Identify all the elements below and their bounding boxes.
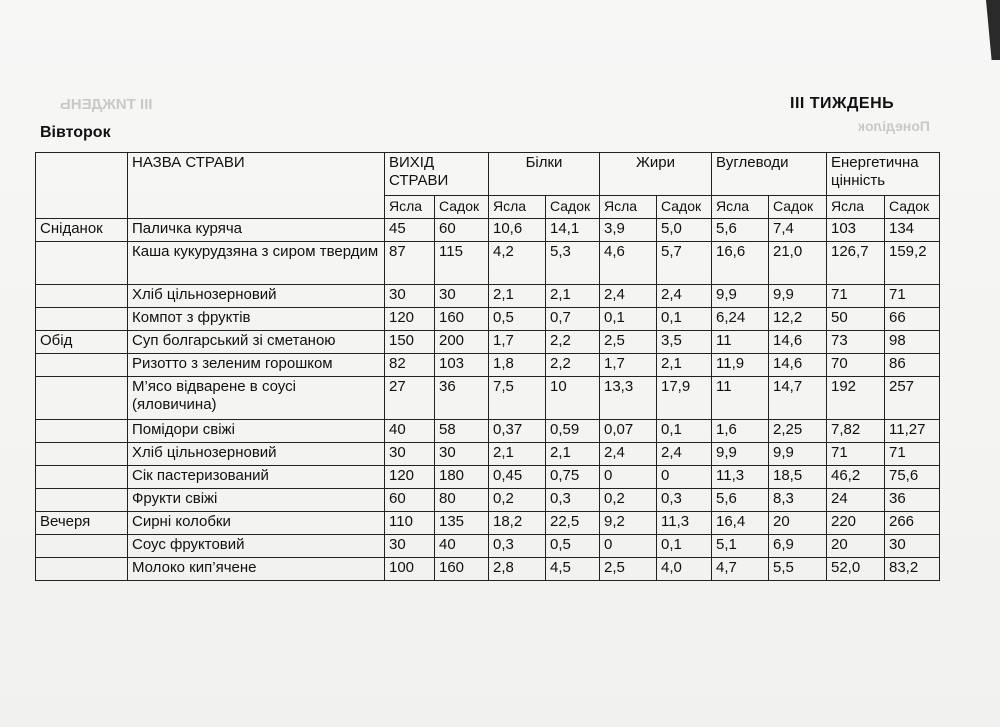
value-cell: 60 bbox=[435, 219, 489, 242]
value-cell: 22,5 bbox=[546, 512, 600, 535]
dish-cell: Каша кукурудзяна з сиром твердим bbox=[128, 242, 385, 285]
value-cell: 0 bbox=[600, 535, 657, 558]
value-cell: 7,4 bbox=[769, 219, 827, 242]
value-cell: 2,5 bbox=[600, 558, 657, 581]
value-cell: 14,7 bbox=[769, 377, 827, 420]
value-cell: 2,2 bbox=[546, 331, 600, 354]
fats-nursery-header: Ясла bbox=[600, 196, 657, 219]
value-cell: 5,6 bbox=[712, 219, 769, 242]
carbs-kindergarten-header: Садок bbox=[769, 196, 827, 219]
meal-cell bbox=[36, 558, 128, 581]
value-cell: 11,9 bbox=[712, 354, 769, 377]
value-cell: 30 bbox=[435, 443, 489, 466]
value-cell: 0,2 bbox=[489, 489, 546, 512]
value-cell: 120 bbox=[385, 308, 435, 331]
meal-cell bbox=[36, 466, 128, 489]
value-cell: 18,2 bbox=[489, 512, 546, 535]
value-cell: 30 bbox=[885, 535, 940, 558]
value-cell: 0,59 bbox=[546, 420, 600, 443]
value-cell: 2,8 bbox=[489, 558, 546, 581]
value-cell: 24 bbox=[827, 489, 885, 512]
value-cell: 0,3 bbox=[489, 535, 546, 558]
value-cell: 45 bbox=[385, 219, 435, 242]
value-cell: 27 bbox=[385, 377, 435, 420]
value-cell: 9,9 bbox=[712, 285, 769, 308]
value-cell: 30 bbox=[385, 443, 435, 466]
value-cell: 5,5 bbox=[769, 558, 827, 581]
value-cell: 18,5 bbox=[769, 466, 827, 489]
value-cell: 0,7 bbox=[546, 308, 600, 331]
value-cell: 71 bbox=[827, 443, 885, 466]
proteins-nursery-header: Ясла bbox=[489, 196, 546, 219]
value-cell: 100 bbox=[385, 558, 435, 581]
value-cell: 135 bbox=[435, 512, 489, 535]
value-cell: 1,8 bbox=[489, 354, 546, 377]
value-cell: 2,25 bbox=[769, 420, 827, 443]
value-cell: 6,24 bbox=[712, 308, 769, 331]
value-cell: 40 bbox=[435, 535, 489, 558]
scan-corner-shadow bbox=[986, 0, 1000, 60]
value-cell: 0 bbox=[600, 466, 657, 489]
value-cell: 11,3 bbox=[712, 466, 769, 489]
table-row bbox=[36, 331, 940, 354]
meal-cell bbox=[36, 377, 128, 420]
meal-cell: Сніданок bbox=[36, 219, 128, 242]
value-cell: 14,6 bbox=[769, 354, 827, 377]
value-cell: 5,1 bbox=[712, 535, 769, 558]
value-cell: 160 bbox=[435, 558, 489, 581]
dish-cell: Суп болгарський зі сметаною bbox=[128, 331, 385, 354]
value-cell: 110 bbox=[385, 512, 435, 535]
value-cell: 9,9 bbox=[712, 443, 769, 466]
value-cell: 2,1 bbox=[489, 443, 546, 466]
table-row bbox=[36, 308, 940, 331]
dish-cell: Сирні колобки bbox=[128, 512, 385, 535]
value-cell: 0,5 bbox=[546, 535, 600, 558]
value-cell: 2,4 bbox=[657, 285, 712, 308]
value-cell: 3,9 bbox=[600, 219, 657, 242]
week-title: III ТИЖДЕНЬ bbox=[790, 95, 895, 112]
value-cell: 3,5 bbox=[657, 331, 712, 354]
dish-cell: Сік пастеризований bbox=[128, 466, 385, 489]
output-header: ВИХІД СТРАВИ bbox=[385, 153, 489, 196]
value-cell: 14,1 bbox=[546, 219, 600, 242]
meal-cell: Вечеря bbox=[36, 512, 128, 535]
table-row bbox=[36, 242, 940, 285]
value-cell: 36 bbox=[885, 489, 940, 512]
meal-cell bbox=[36, 420, 128, 443]
energy-kindergarten-header: Садок bbox=[885, 196, 940, 219]
meal-cell: Обід bbox=[36, 331, 128, 354]
meal-header bbox=[36, 153, 128, 219]
value-cell: 11,27 bbox=[885, 420, 940, 443]
menu-table bbox=[35, 152, 940, 581]
value-cell: 12,2 bbox=[769, 308, 827, 331]
value-cell: 21,0 bbox=[769, 242, 827, 285]
meal-cell bbox=[36, 308, 128, 331]
value-cell: 16,4 bbox=[712, 512, 769, 535]
value-cell: 17,9 bbox=[657, 377, 712, 420]
output-nursery-header: Ясла bbox=[385, 196, 435, 219]
value-cell: 30 bbox=[435, 285, 489, 308]
value-cell: 11 bbox=[712, 377, 769, 420]
meal-cell bbox=[36, 489, 128, 512]
value-cell: 87 bbox=[385, 242, 435, 285]
value-cell: 71 bbox=[827, 285, 885, 308]
value-cell: 2,2 bbox=[546, 354, 600, 377]
value-cell: 1,6 bbox=[712, 420, 769, 443]
value-cell: 0,1 bbox=[657, 420, 712, 443]
value-cell: 36 bbox=[435, 377, 489, 420]
value-cell: 11 bbox=[712, 331, 769, 354]
value-cell: 2,1 bbox=[489, 285, 546, 308]
value-cell: 2,1 bbox=[546, 285, 600, 308]
table-row bbox=[36, 512, 940, 535]
value-cell: 2,1 bbox=[546, 443, 600, 466]
value-cell: 73 bbox=[827, 331, 885, 354]
day-title: Вівторок bbox=[40, 124, 111, 141]
table-row bbox=[36, 354, 940, 377]
value-cell: 2,5 bbox=[600, 331, 657, 354]
menu-body bbox=[36, 219, 940, 581]
meal-cell bbox=[36, 354, 128, 377]
value-cell: 13,3 bbox=[600, 377, 657, 420]
value-cell: 4,5 bbox=[546, 558, 600, 581]
value-cell: 0 bbox=[657, 466, 712, 489]
table-row bbox=[36, 443, 940, 466]
value-cell: 20 bbox=[769, 512, 827, 535]
table-row bbox=[36, 489, 940, 512]
meal-cell bbox=[36, 535, 128, 558]
value-cell: 0,75 bbox=[546, 466, 600, 489]
dish-cell: Помідори свіжі bbox=[128, 420, 385, 443]
table-row bbox=[36, 466, 940, 489]
value-cell: 0,2 bbox=[600, 489, 657, 512]
value-cell: 5,3 bbox=[546, 242, 600, 285]
value-cell: 2,4 bbox=[600, 285, 657, 308]
table-row bbox=[36, 377, 940, 420]
dish-cell: Ризотто з зеленим горошком bbox=[128, 354, 385, 377]
value-cell: 0,3 bbox=[657, 489, 712, 512]
value-cell: 0,3 bbox=[546, 489, 600, 512]
value-cell: 11,3 bbox=[657, 512, 712, 535]
value-cell: 0,1 bbox=[600, 308, 657, 331]
value-cell: 66 bbox=[885, 308, 940, 331]
value-cell: 58 bbox=[435, 420, 489, 443]
value-cell: 115 bbox=[435, 242, 489, 285]
value-cell: 1,7 bbox=[489, 331, 546, 354]
value-cell: 126,7 bbox=[827, 242, 885, 285]
value-cell: 52,0 bbox=[827, 558, 885, 581]
value-cell: 0,1 bbox=[657, 308, 712, 331]
carbs-nursery-header: Ясла bbox=[712, 196, 769, 219]
value-cell: 0,45 bbox=[489, 466, 546, 489]
value-cell: 0,07 bbox=[600, 420, 657, 443]
value-cell: 257 bbox=[885, 377, 940, 420]
value-cell: 86 bbox=[885, 354, 940, 377]
fats-header: Жири bbox=[600, 153, 712, 196]
value-cell: 2,1 bbox=[657, 354, 712, 377]
header-row bbox=[36, 153, 940, 196]
value-cell: 2,4 bbox=[657, 443, 712, 466]
value-cell: 7,5 bbox=[489, 377, 546, 420]
value-cell: 2,4 bbox=[600, 443, 657, 466]
value-cell: 9,2 bbox=[600, 512, 657, 535]
value-cell: 134 bbox=[885, 219, 940, 242]
dish-cell: Хліб цільнозерновий bbox=[128, 443, 385, 466]
value-cell: 180 bbox=[435, 466, 489, 489]
dish-cell: Фрукти свіжі bbox=[128, 489, 385, 512]
value-cell: 150 bbox=[385, 331, 435, 354]
value-cell: 98 bbox=[885, 331, 940, 354]
dish-cell: Компот з фруктів bbox=[128, 308, 385, 331]
value-cell: 70 bbox=[827, 354, 885, 377]
value-cell: 40 bbox=[385, 420, 435, 443]
value-cell: 200 bbox=[435, 331, 489, 354]
value-cell: 30 bbox=[385, 535, 435, 558]
carbs-header: Вуглеводи bbox=[712, 153, 827, 196]
value-cell: 9,9 bbox=[769, 443, 827, 466]
meal-cell bbox=[36, 285, 128, 308]
meal-cell bbox=[36, 443, 128, 466]
value-cell: 0,1 bbox=[657, 535, 712, 558]
value-cell: 7,82 bbox=[827, 420, 885, 443]
value-cell: 4,0 bbox=[657, 558, 712, 581]
value-cell: 30 bbox=[385, 285, 435, 308]
output-kindergarten-header: Садок bbox=[435, 196, 489, 219]
value-cell: 10,6 bbox=[489, 219, 546, 242]
value-cell: 266 bbox=[885, 512, 940, 535]
value-cell: 71 bbox=[885, 443, 940, 466]
value-cell: 75,6 bbox=[885, 466, 940, 489]
dish-cell: Молоко кип’ячене bbox=[128, 558, 385, 581]
dish-cell: Хліб цільнозерновий bbox=[128, 285, 385, 308]
meal-cell bbox=[36, 242, 128, 285]
value-cell: 192 bbox=[827, 377, 885, 420]
bleed-through-day: Понеділок bbox=[858, 118, 930, 134]
value-cell: 5,6 bbox=[712, 489, 769, 512]
energy-header: Енергетична цінність bbox=[827, 153, 940, 196]
value-cell: 103 bbox=[435, 354, 489, 377]
value-cell: 83,2 bbox=[885, 558, 940, 581]
table-row bbox=[36, 535, 940, 558]
value-cell: 80 bbox=[435, 489, 489, 512]
dish-cell: М’ясо відварене в соусі (яловичина) bbox=[128, 377, 385, 420]
value-cell: 1,7 bbox=[600, 354, 657, 377]
value-cell: 16,6 bbox=[712, 242, 769, 285]
value-cell: 10 bbox=[546, 377, 600, 420]
fats-kindergarten-header: Садок bbox=[657, 196, 712, 219]
value-cell: 120 bbox=[385, 466, 435, 489]
value-cell: 5,0 bbox=[657, 219, 712, 242]
table-row bbox=[36, 285, 940, 308]
bleed-through-week: III ТИЖДЕНЬ bbox=[60, 96, 153, 113]
value-cell: 20 bbox=[827, 535, 885, 558]
dish-cell: Соус фруктовий bbox=[128, 535, 385, 558]
proteins-header: Білки bbox=[489, 153, 600, 196]
value-cell: 82 bbox=[385, 354, 435, 377]
value-cell: 160 bbox=[435, 308, 489, 331]
value-cell: 159,2 bbox=[885, 242, 940, 285]
value-cell: 0,37 bbox=[489, 420, 546, 443]
value-cell: 14,6 bbox=[769, 331, 827, 354]
energy-nursery-header: Ясла bbox=[827, 196, 885, 219]
value-cell: 4,6 bbox=[600, 242, 657, 285]
table-row bbox=[36, 219, 940, 242]
value-cell: 46,2 bbox=[827, 466, 885, 489]
value-cell: 8,3 bbox=[769, 489, 827, 512]
value-cell: 9,9 bbox=[769, 285, 827, 308]
value-cell: 220 bbox=[827, 512, 885, 535]
value-cell: 5,7 bbox=[657, 242, 712, 285]
table-row bbox=[36, 420, 940, 443]
value-cell: 0,5 bbox=[489, 308, 546, 331]
value-cell: 4,2 bbox=[489, 242, 546, 285]
value-cell: 71 bbox=[885, 285, 940, 308]
proteins-kindergarten-header: Садок bbox=[546, 196, 600, 219]
dish-cell: Паличка куряча bbox=[128, 219, 385, 242]
value-cell: 4,7 bbox=[712, 558, 769, 581]
dish-header: НАЗВА СТРАВИ bbox=[128, 153, 385, 219]
value-cell: 50 bbox=[827, 308, 885, 331]
table-row bbox=[36, 558, 940, 581]
value-cell: 60 bbox=[385, 489, 435, 512]
value-cell: 103 bbox=[827, 219, 885, 242]
value-cell: 6,9 bbox=[769, 535, 827, 558]
